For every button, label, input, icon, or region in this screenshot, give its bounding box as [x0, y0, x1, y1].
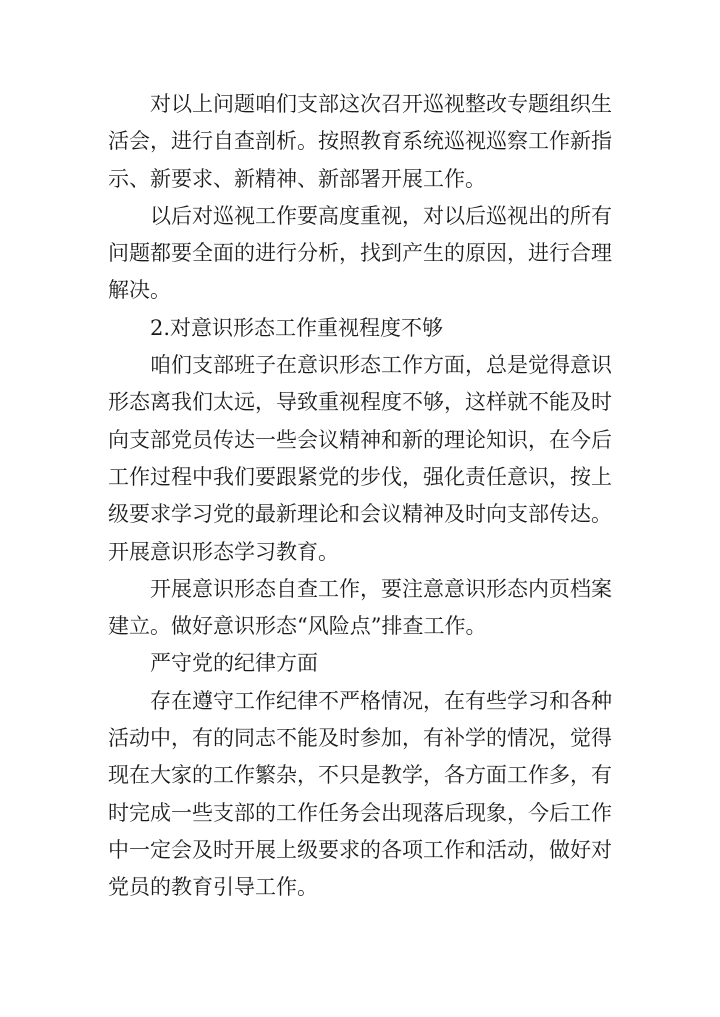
section-heading-discipline: 严守党的纪律方面 [150, 651, 318, 676]
document-body [108, 86, 612, 907]
paragraph-ideology-work: 咱们支部班子在意识形态工作方面，总是觉得意识形态离我们太远，导致重视程度不够，这样就不能及时向支部党员传达一些会议精神和新的理论知识，在今后工作过程中我们要跟紧党的步伐，强化责任意识，按上级要求学习党的最新理论和会议精神及时向支部传达。开展意识形态学习教育。 [108, 353, 612, 564]
section-heading-ideology: 2.对意识形态工作重视程度不够 [150, 315, 444, 340]
paragraph-inspection-attention: 以后对巡视工作要高度重视，对以后巡视出的所有问题都要全面的进行分析，找到产生的原因，进行合理解决。 [108, 203, 612, 303]
paragraph-ideology-self-check: 开展意识形态自查工作，要注意意识形态内页档案建立。做好意识形态“风险点”排查工作。 [108, 576, 612, 639]
paragraph-discipline: 存在遵守工作纪律不严格情况，在有些学习和各种活动中，有的同志不能及时参加，有补学的情况，觉得现在大家的工作繁杂，不只是教学，各方面工作多，有时完成一些支部的工作任务会出现落后现象，今后工作中一定会及时开展上级要求的各项工作和活动，做好对党员的教育引导工作。 [108, 688, 612, 900]
paragraph-rectification-meeting: 对以上问题咱们支部这次召开巡视整改专题组织生活会，进行自查剖析。按照教育系统巡视巡察工作新指示、新要求、新精神、新部署开展工作。 [108, 92, 612, 191]
